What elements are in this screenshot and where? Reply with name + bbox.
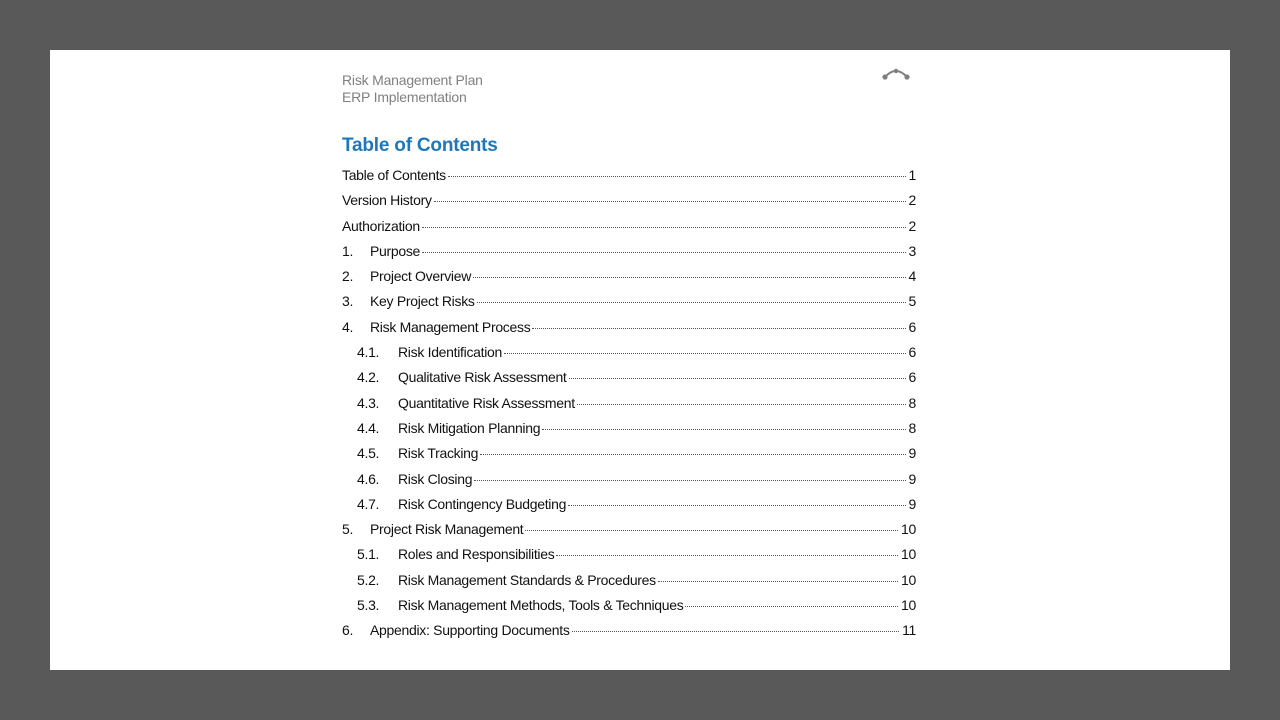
toc-entry-number: 5.2. [357, 571, 380, 588]
toc-entry-number: 4. [342, 318, 354, 335]
dot-leader [473, 277, 905, 278]
toc-entry-label: Risk Identification [398, 344, 503, 361]
toc-entry-label: Risk Management Standards & Procedures [398, 571, 656, 588]
toc-entry-number: 5.1. [357, 546, 380, 563]
toc-entry[interactable] [342, 344, 916, 369]
toc-entry-page: 11 [902, 622, 916, 639]
toc-entry-page: 8 [908, 419, 916, 436]
toc-entry[interactable] [342, 420, 916, 445]
dot-leader [658, 581, 898, 582]
toc-entry-page: 6 [908, 318, 916, 335]
toc-entry-page: 2 [908, 192, 916, 209]
toc-entry-label: Risk Mitigation Planning [398, 419, 541, 436]
header-title: Risk Management Plan [342, 72, 483, 88]
toc-entry[interactable] [342, 192, 916, 217]
dot-leader [422, 227, 906, 228]
toc-entry[interactable] [342, 445, 916, 470]
toc-entry-number: 3. [342, 293, 354, 310]
toc-entry[interactable] [342, 268, 916, 293]
toc-entry-label: Roles and Responsibilities [398, 546, 555, 563]
toc-entry-label: Project Overview [370, 268, 472, 285]
toc-entry[interactable] [342, 243, 916, 268]
toc-entry-label: Purpose [370, 242, 421, 259]
toc-entry-label: Authorization [342, 217, 420, 234]
toc-entry-page: 2 [908, 217, 916, 234]
toc-entry-page: 9 [908, 445, 916, 462]
toc-entry-page: 5 [908, 293, 916, 310]
dot-leader [572, 631, 899, 632]
toc-entry[interactable] [342, 319, 916, 344]
toc-entry[interactable] [342, 496, 916, 521]
toc-entry-label: Project Risk Management [370, 521, 524, 538]
toc-entry-label: Risk Management Process [370, 318, 531, 335]
toc-list [342, 167, 916, 648]
dot-leader [532, 328, 905, 329]
toc-entry-number: 4.1. [357, 344, 380, 361]
toc-entry[interactable] [342, 395, 916, 420]
toc-entry[interactable] [342, 572, 916, 597]
toc-entry-label: Key Project Risks [370, 293, 475, 310]
toc-entry-label: Table of Contents [342, 167, 446, 183]
toc-entry-page: 10 [901, 597, 916, 614]
toc-entry-label: Version History [342, 192, 432, 209]
running-header [342, 72, 483, 106]
toc-entry-page: 10 [901, 546, 916, 563]
toc-heading: Table of Contents [342, 135, 498, 156]
toc-entry[interactable] [342, 369, 916, 394]
toc-entry-label: Risk Management Methods, Tools & Techniques [398, 597, 684, 614]
toc-entry-label: Quantitative Risk Assessment [398, 394, 575, 411]
toc-entry-page: 1 [908, 167, 916, 183]
toc-entry-number: 4.2. [357, 369, 380, 386]
document-page [50, 50, 1230, 670]
dot-leader [525, 530, 898, 531]
toc-entry[interactable] [342, 218, 916, 243]
dot-leader [542, 429, 905, 430]
toc-entry-number: 1. [342, 242, 354, 259]
toc-entry-number: 2. [342, 268, 354, 285]
dot-leader [569, 378, 906, 379]
dot-leader [504, 353, 905, 354]
toc-entry-number: 4.5. [357, 445, 380, 462]
toc-entry-number: 4.4. [357, 419, 380, 436]
toc-entry-number: 4.7. [357, 495, 380, 512]
toc-entry-number: 6. [342, 622, 354, 639]
toc-entry-page: 9 [908, 495, 916, 512]
header-subtitle: ERP Implementation [342, 89, 467, 105]
toc-entry-label: Appendix: Supporting Documents [370, 622, 570, 639]
toc-entry-page: 4 [908, 268, 916, 285]
toc-entry-page: 3 [908, 242, 916, 259]
toc-entry[interactable] [342, 521, 916, 546]
dot-leader [556, 555, 898, 556]
toc-entry[interactable] [342, 546, 916, 571]
toc-entry[interactable] [342, 471, 916, 496]
arc-logo-icon [882, 67, 910, 81]
toc-entry-page: 6 [908, 344, 916, 361]
toc-entry-label: Risk Tracking [398, 445, 479, 462]
dot-leader [568, 505, 905, 506]
toc-entry-page: 6 [908, 369, 916, 386]
toc-entry-label: Qualitative Risk Assessment [398, 369, 567, 386]
toc-entry-page: 10 [901, 521, 916, 538]
toc-entry-page: 9 [908, 470, 916, 487]
toc-entry-number: 4.3. [357, 394, 380, 411]
dot-leader [685, 606, 898, 607]
toc-entry-number: 4.6. [357, 470, 380, 487]
toc-entry[interactable] [342, 293, 916, 318]
toc-entry[interactable] [342, 167, 916, 192]
toc-entry[interactable] [342, 597, 916, 622]
toc-entry-page: 8 [908, 394, 916, 411]
dot-leader [480, 454, 905, 455]
dot-leader [448, 176, 906, 177]
toc-entry[interactable] [342, 622, 916, 647]
dot-leader [577, 404, 906, 405]
toc-entry-number: 5. [342, 521, 354, 538]
dot-leader [477, 302, 906, 303]
toc-entry-number: 5.3. [357, 597, 380, 614]
dot-leader [474, 480, 905, 481]
dot-leader [422, 252, 905, 253]
toc-entry-label: Risk Contingency Budgeting [398, 495, 567, 512]
toc-entry-page: 10 [901, 571, 916, 588]
dot-leader [434, 201, 906, 202]
toc-entry-label: Risk Closing [398, 470, 473, 487]
